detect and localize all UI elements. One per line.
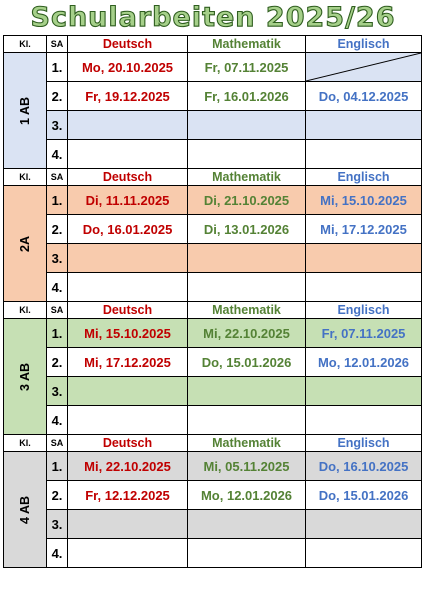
table-row: [4, 273, 422, 302]
class-label: [4, 319, 47, 435]
deutsch-date: Mi, 17.12.2025: [68, 348, 188, 377]
table-row: [4, 82, 422, 111]
deutsch-date: Fr, 12.12.2025: [68, 481, 188, 510]
header-mathematik: Mathematik: [188, 302, 306, 319]
deutsch-date: [68, 377, 188, 406]
header-deutsch: Deutsch: [68, 435, 188, 452]
sa-number: 4.: [47, 406, 68, 435]
englisch-date: [306, 244, 422, 273]
header-kl: Kl.: [4, 169, 47, 186]
header-row: [4, 36, 422, 53]
table-row: [4, 186, 422, 215]
sa-number: 2.: [47, 215, 68, 244]
mathematik-date: Mi, 05.11.2025: [188, 452, 306, 481]
header-deutsch: Deutsch: [68, 36, 188, 53]
header-englisch: Englisch: [306, 435, 422, 452]
class-block-4ab: [4, 435, 422, 568]
table-row: [4, 377, 422, 406]
mathematik-date: [188, 273, 306, 302]
header-kl: Kl.: [4, 36, 47, 53]
table-row: [4, 452, 422, 481]
table-row: [4, 53, 422, 82]
table-row: [4, 215, 422, 244]
header-mathematik: Mathematik: [188, 435, 306, 452]
deutsch-date: [68, 273, 188, 302]
table-row: [4, 406, 422, 435]
deutsch-date: Do, 16.01.2025: [68, 215, 188, 244]
sa-number: 1.: [47, 53, 68, 82]
header-deutsch: Deutsch: [68, 302, 188, 319]
exam-schedule-table: [3, 35, 422, 568]
deutsch-date: [68, 406, 188, 435]
deutsch-date: Di, 11.11.2025: [68, 186, 188, 215]
mathematik-date: Do, 15.01.2026: [188, 348, 306, 377]
sa-number: 3.: [47, 111, 68, 140]
class-block-2a: [4, 169, 422, 302]
table-row: [4, 140, 422, 169]
mathematik-date: [188, 539, 306, 568]
class-name: 1 AB: [18, 96, 32, 125]
sa-number: 3.: [47, 510, 68, 539]
deutsch-date: [68, 510, 188, 539]
header-englisch: Englisch: [306, 169, 422, 186]
header-mathematik: Mathematik: [188, 169, 306, 186]
deutsch-date: Fr, 19.12.2025: [68, 82, 188, 111]
sa-number: 2.: [47, 481, 68, 510]
page-title: Schularbeiten 2025/26: [30, 2, 396, 33]
englisch-date: Mi, 15.10.2025: [306, 186, 422, 215]
table-row: [4, 348, 422, 377]
mathematik-date: Di, 21.10.2025: [188, 186, 306, 215]
table-row: [4, 244, 422, 273]
englisch-date: [306, 111, 422, 140]
mathematik-date: Di, 13.01.2026: [188, 215, 306, 244]
mathematik-date: [188, 510, 306, 539]
sa-number: 3.: [47, 377, 68, 406]
header-row: [4, 169, 422, 186]
deutsch-date: [68, 140, 188, 169]
mathematik-date: Mo, 12.01.2026: [188, 481, 306, 510]
sa-number: 1.: [47, 452, 68, 481]
englisch-date: [306, 140, 422, 169]
sa-number: 3.: [47, 244, 68, 273]
header-deutsch: Deutsch: [68, 169, 188, 186]
class-block-1ab: [4, 36, 422, 169]
header-mathematik: Mathematik: [188, 36, 306, 53]
header-sa: SA: [47, 36, 68, 53]
englisch-date: [306, 406, 422, 435]
class-name: 3 AB: [18, 362, 32, 391]
header-sa: SA: [47, 302, 68, 319]
table-row: [4, 319, 422, 348]
header-kl: Kl.: [4, 435, 47, 452]
mathematik-date: Fr, 16.01.2026: [188, 82, 306, 111]
sa-number: 4.: [47, 539, 68, 568]
sa-number: 2.: [47, 82, 68, 111]
englisch-date: [306, 510, 422, 539]
header-row: [4, 435, 422, 452]
englisch-date: [306, 539, 422, 568]
header-row: [4, 302, 422, 319]
mathematik-date: [188, 377, 306, 406]
englisch-empty-crossed: [306, 53, 422, 82]
class-name: 2A: [18, 235, 32, 252]
table-row: [4, 111, 422, 140]
deutsch-date: Mi, 22.10.2025: [68, 452, 188, 481]
header-kl: Kl.: [4, 302, 47, 319]
table-row: [4, 481, 422, 510]
englisch-date: Do, 04.12.2025: [306, 82, 422, 111]
class-label: [4, 53, 47, 169]
mathematik-date: Mi, 22.10.2025: [188, 319, 306, 348]
class-label: [4, 186, 47, 302]
deutsch-date: Mo, 20.10.2025: [68, 53, 188, 82]
header-sa: SA: [47, 435, 68, 452]
mathematik-date: [188, 406, 306, 435]
class-block-3ab: [4, 302, 422, 435]
sa-number: 2.: [47, 348, 68, 377]
deutsch-date: [68, 539, 188, 568]
mathematik-date: [188, 244, 306, 273]
englisch-date: [306, 377, 422, 406]
mathematik-date: Fr, 07.11.2025: [188, 53, 306, 82]
sa-number: 4.: [47, 273, 68, 302]
deutsch-date: [68, 244, 188, 273]
class-label: [4, 452, 47, 568]
table-row: [4, 510, 422, 539]
englisch-date: Mi, 17.12.2025: [306, 215, 422, 244]
sa-number: 4.: [47, 140, 68, 169]
englisch-date: Do, 15.01.2026: [306, 481, 422, 510]
header-englisch: Englisch: [306, 302, 422, 319]
header-englisch: Englisch: [306, 36, 422, 53]
deutsch-date: [68, 111, 188, 140]
englisch-date: Do, 16.10.2025: [306, 452, 422, 481]
englisch-date: [306, 273, 422, 302]
diagonal-line: [306, 53, 421, 81]
header-sa: SA: [47, 169, 68, 186]
class-name: 4 AB: [18, 495, 32, 524]
sa-number: 1.: [47, 186, 68, 215]
englisch-date: Mo, 12.01.2026: [306, 348, 422, 377]
table-row: [4, 539, 422, 568]
sa-number: 1.: [47, 319, 68, 348]
mathematik-date: [188, 140, 306, 169]
deutsch-date: Mi, 15.10.2025: [68, 319, 188, 348]
englisch-date: Fr, 07.11.2025: [306, 319, 422, 348]
mathematik-date: [188, 111, 306, 140]
